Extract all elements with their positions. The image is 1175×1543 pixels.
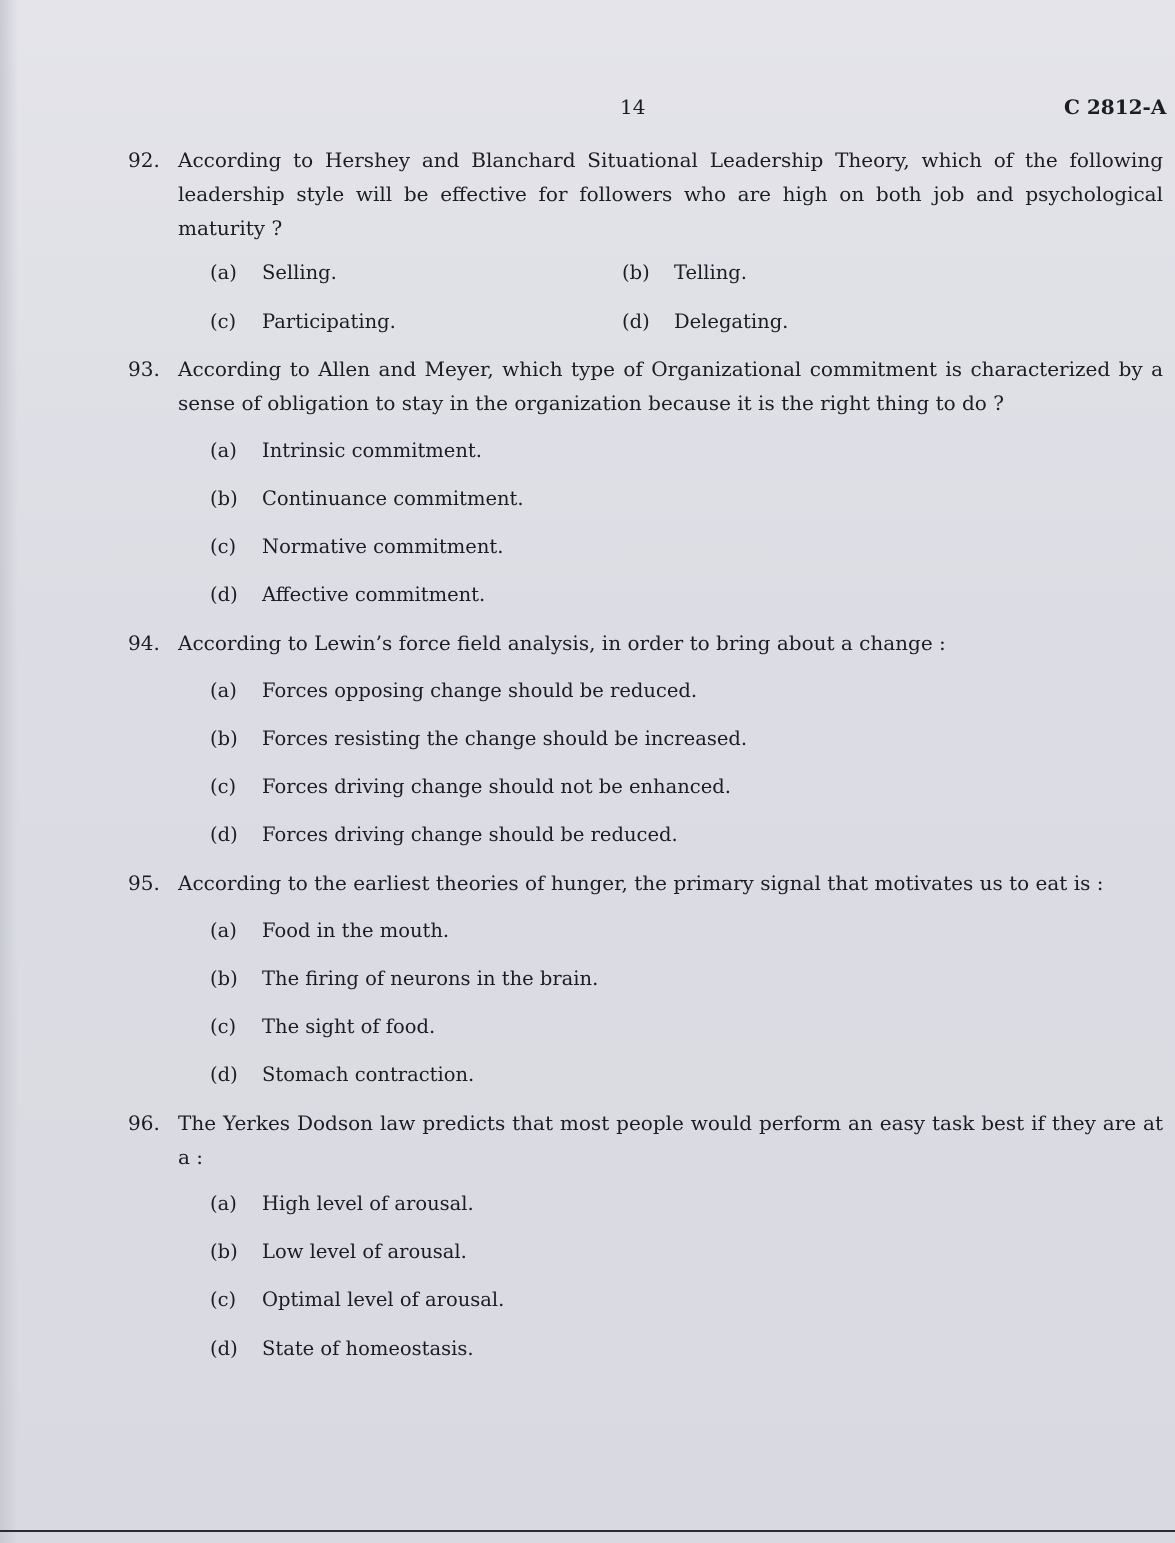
question-text: According to Hershey and Blanchard Situational Leadership Theory, which of the following leadership style will be effective for followers who are high on both job and psychological maturity ? — [178, 148, 1163, 240]
option-96-b — [210, 1239, 467, 1265]
option-92-b — [622, 260, 747, 286]
option-text: State of homeostasis. — [262, 1337, 474, 1360]
question-92 — [128, 143, 1163, 245]
option-label: (a) — [210, 261, 237, 284]
option-text: Forces driving change should not be enhanced. — [262, 775, 731, 798]
option-93-c — [210, 534, 503, 560]
page-edge-shadow — [0, 0, 18, 1543]
option-text: Participating. — [262, 310, 396, 333]
question-text: According to the earliest theories of hunger, the primary signal that motivates us to eat is : — [178, 871, 1104, 895]
option-95-b — [210, 966, 598, 992]
option-label: (b) — [210, 967, 238, 990]
option-label: (c) — [210, 775, 237, 798]
option-label: (b) — [210, 1240, 238, 1263]
option-label: (d) — [210, 1337, 238, 1360]
option-label: (d) — [622, 310, 650, 333]
option-text: Low level of arousal. — [262, 1240, 467, 1263]
question-number: 92. — [128, 148, 160, 172]
option-text: Forces opposing change should be reduced. — [262, 679, 698, 702]
option-93-a — [210, 438, 482, 464]
option-label: (d) — [210, 1063, 238, 1086]
option-text: The firing of neurons in the brain. — [262, 967, 599, 990]
option-96-c — [210, 1287, 504, 1313]
option-label: (c) — [210, 1015, 237, 1038]
option-label: (b) — [210, 727, 238, 750]
option-label: (a) — [210, 919, 237, 942]
page-number: 14 — [620, 95, 646, 119]
option-text: High level of arousal. — [262, 1192, 474, 1215]
option-96-a — [210, 1191, 474, 1217]
option-text: Delegating. — [674, 310, 789, 333]
paper-code: C 2812-A — [1064, 95, 1167, 119]
option-92-c — [210, 309, 396, 335]
option-96-d — [210, 1336, 474, 1362]
option-label: (d) — [210, 583, 238, 606]
option-text: Normative commitment. — [262, 535, 504, 558]
question-text: According to Lewin’s force field analysis, in order to bring about a change : — [178, 631, 946, 655]
option-text: Food in the mouth. — [262, 919, 450, 942]
option-text: Telling. — [674, 261, 747, 284]
option-92-d — [622, 309, 788, 335]
option-95-d — [210, 1062, 474, 1088]
option-95-a — [210, 918, 449, 944]
page-bottom-rule — [0, 1530, 1175, 1532]
option-label: (d) — [210, 823, 238, 846]
option-text: The sight of food. — [262, 1015, 436, 1038]
option-label: (a) — [210, 439, 237, 462]
option-94-d — [210, 822, 678, 848]
option-text: Stomach contraction. — [262, 1063, 475, 1086]
option-94-a — [210, 678, 697, 704]
option-text: Optimal level of arousal. — [262, 1288, 505, 1311]
question-95 — [128, 866, 1163, 900]
option-label: (b) — [622, 261, 650, 284]
option-label: (c) — [210, 310, 237, 333]
option-93-d — [210, 582, 485, 608]
option-94-b — [210, 726, 747, 752]
option-label: (c) — [210, 1288, 237, 1311]
question-text: According to Allen and Meyer, which type of Organizational commitment is characterized by a sense of obligation to stay in the organization because it is the right thing to do ? — [178, 357, 1163, 415]
option-92-a — [210, 260, 337, 286]
option-text: Forces resisting the change should be increased. — [262, 727, 748, 750]
question-96 — [128, 1106, 1163, 1174]
question-number: 94. — [128, 631, 160, 655]
question-number: 96. — [128, 1111, 160, 1135]
question-text: The Yerkes Dodson law predicts that most people would perform an easy task best if they are at a : — [178, 1111, 1163, 1169]
option-94-c — [210, 774, 731, 800]
option-text: Continuance commitment. — [262, 487, 524, 510]
option-93-b — [210, 486, 524, 512]
option-text: Intrinsic commitment. — [262, 439, 482, 462]
option-text: Forces driving change should be reduced. — [262, 823, 678, 846]
option-label: (b) — [210, 487, 238, 510]
question-93 — [128, 352, 1163, 420]
question-number: 93. — [128, 357, 160, 381]
option-label: (c) — [210, 535, 237, 558]
option-label: (a) — [210, 679, 237, 702]
option-label: (a) — [210, 1192, 237, 1215]
question-94 — [128, 626, 1163, 660]
option-text: Selling. — [262, 261, 337, 284]
question-number: 95. — [128, 871, 160, 895]
option-95-c — [210, 1014, 435, 1040]
option-text: Affective commitment. — [262, 583, 486, 606]
